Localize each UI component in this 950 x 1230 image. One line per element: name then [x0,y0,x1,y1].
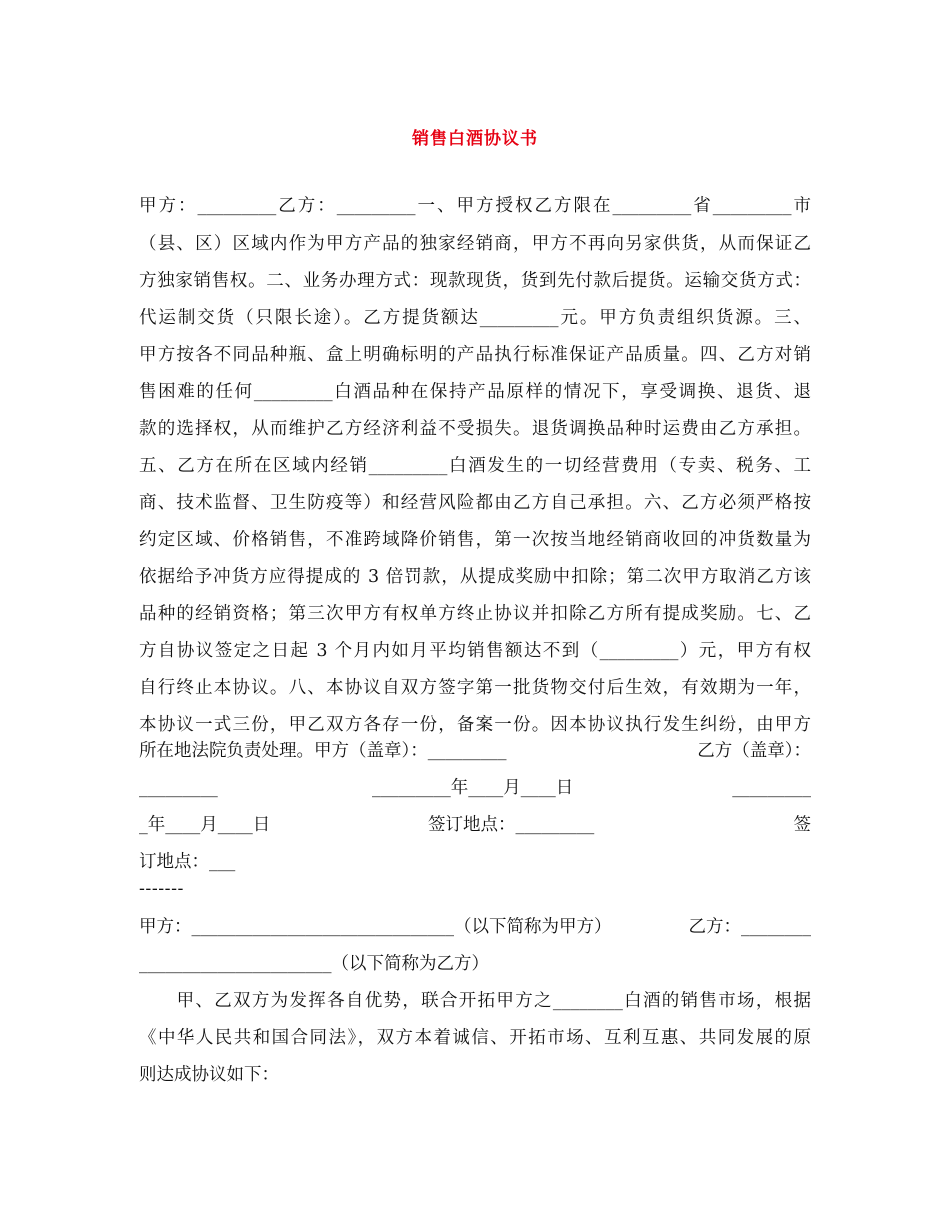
body-line: 本协议一式三份，甲乙双方各存一份，备案一份。因本协议执行发生纠纷，由甲方 [139,715,811,735]
party-b-field: 乙方：________ [688,917,811,937]
party-b-seal-label: 乙方（盖章）： [697,741,811,761]
blank-line: _________ [732,778,811,798]
sign-date: _________年____月____日 [372,778,574,798]
body-line: 甲方按各不同品种瓶、盒上明确标明的产品执行标准保证产品质量。四、乙方对销 [139,345,811,365]
body-line: 售困难的任何_________白酒品种在保持产品原样的情况下，享受调换、退货、退 [139,382,811,402]
body-line: 方独家销售权。二、业务办理方式：现款现货，货到先付款后提货。运输交货方式： [139,271,811,291]
sign-place: 订地点：___ [139,852,236,872]
intro-line: 《中华人民共和国合同法》，双方本着诚信、开拓市场、互利互惠、共同发展的原 [139,1028,811,1048]
body-line: 五、乙方在所在区域内经销_________白酒发生的一切经营费用（专卖、税务、工 [139,456,811,476]
party-a-seal-label: 所在地法院负责处理。甲方（盖章）：_________ [139,741,507,761]
party-b-field: ______________________（以下简称为乙方） [139,954,489,974]
body-line: 品种的经销资格；第三次甲方有权单方终止协议并扣除乙方所有提成奖励。七、乙 [139,604,811,624]
body-line: 依据给予冲货方应得提成的 3 倍罚款，从提成奖励中扣除；第二次甲方取消乙方该 [139,567,811,587]
body-line: 商、技术监督、卫生防疫等）和经营风险都由乙方自己承担。六、乙方必须严格按 [139,493,811,513]
separator-dashes: ------- [139,879,184,899]
sign-date: _年____月____日 [139,815,271,835]
sign-place: 签订地点：_________ [428,815,595,835]
intro-line: 甲、乙双方为发挥各自优势，联合开拓甲方之________白酒的销售市场，根据 [139,991,811,1011]
document-title: 销售白酒协议书 [412,129,538,149]
body-line: 自行终止本协议。八、本协议自双方签字第一批货物交付后生效，有效期为一年， [139,678,811,698]
sign-place-fragment: 签 [793,815,811,835]
body-line: 代运制交货（只限长途）。乙方提货额达_________元。甲方负责组织货源。三、 [139,308,811,328]
blank-line: _________ [139,778,218,798]
intro-line: 则达成协议如下： [139,1065,279,1085]
body-line: 约定区域、价格销售，不准跨域降价销售，第一次按当地经销商收回的冲货数量为 [139,530,811,550]
party-a-field: 甲方：______________________________（以下简称为甲方） [139,917,612,937]
body-line: 方自协议签定之日起 3 个月内如月平均销售额达不到（_________）元，甲方有权 [139,641,811,661]
body-line: 甲方：_________乙方：_________一、甲方授权乙方限在_________省_________市 [139,196,811,216]
body-line: （县、区）区域内作为甲方产品的独家经销商，甲方不再向另家供货，从而保证乙 [139,234,811,254]
body-line: 款的选择权，从而维护乙方经济利益不受损失。退货调换品种时运费由乙方承担。 [139,419,811,439]
